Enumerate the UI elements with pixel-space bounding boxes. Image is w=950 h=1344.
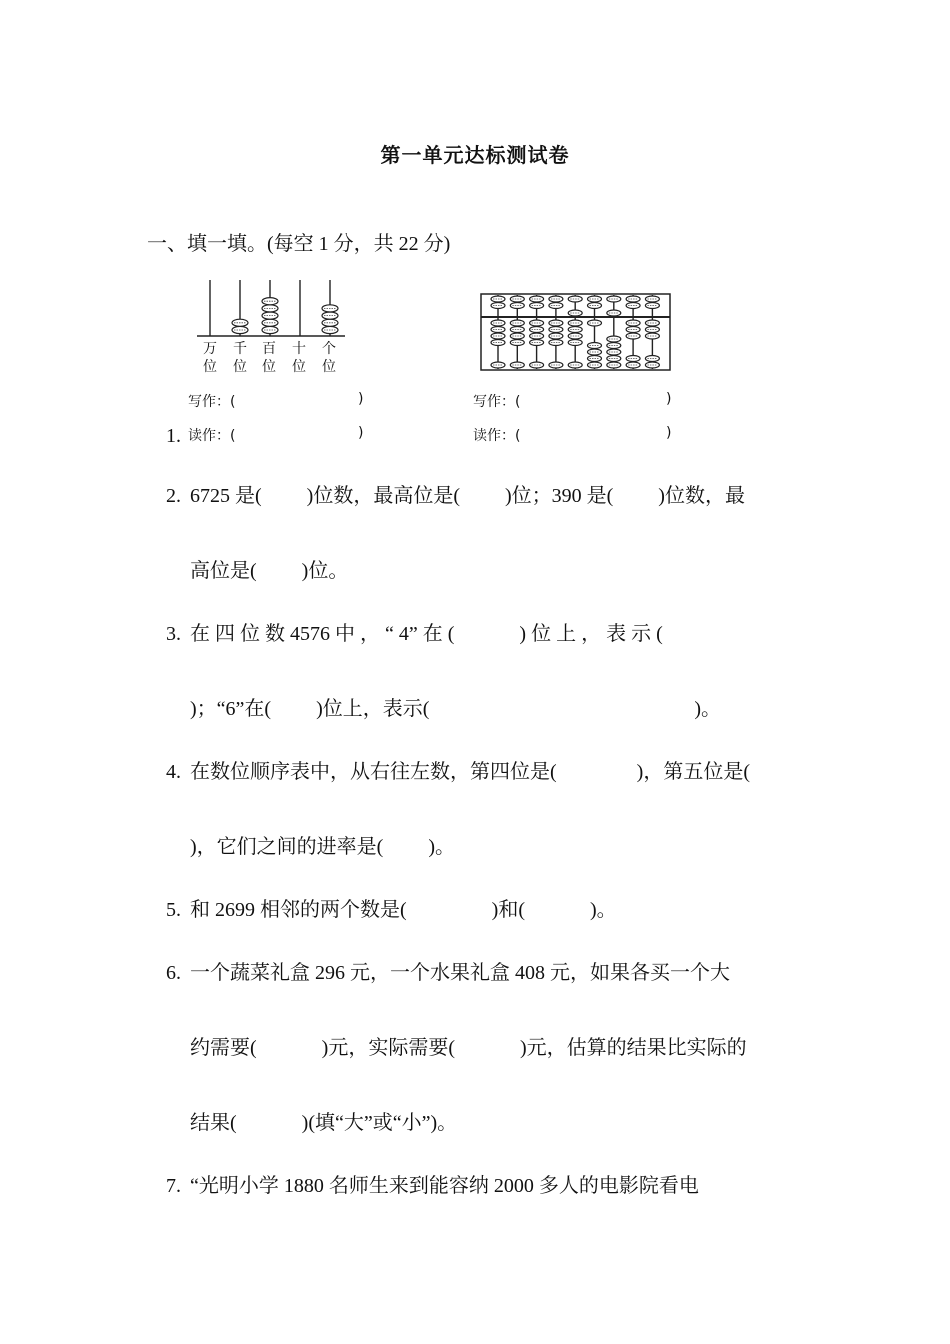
place-ge: 个 位 xyxy=(322,342,336,375)
q7-number: 7. xyxy=(166,1175,181,1197)
q6-line2: 约需要( )元，实际需要( )元，估算的结果比实际的 xyxy=(190,1037,747,1059)
q3-line1: 3. 在 四 位 数 4576 中 ， “ 4” 在 ( ) 位 上 ， 表 示 ( xyxy=(166,623,663,645)
left-abacus xyxy=(195,278,355,344)
write-close-left: ) xyxy=(358,391,364,407)
q4-line1: 4. 在数位顺序表中，从右往左数，第四位是( )，第五位是( xyxy=(166,761,750,783)
q5-line1: 5. 和 2699 相邻的两个数是( )和( )。 xyxy=(166,899,617,921)
q6-line3: 结果( )(填“大”或“小”)。 xyxy=(190,1112,458,1134)
read-close-right: ) xyxy=(666,425,672,441)
q5-number: 5. xyxy=(166,899,181,921)
q4-number: 4. xyxy=(166,761,181,783)
q2-line2: 高位是( )位。 xyxy=(190,560,349,582)
q6-line1: 6. 一个蔬菜礼盒 296 元，一个水果礼盒 408 元，如果各买一个大 xyxy=(166,962,730,984)
q3-line2: )；“6”在( )位上，表示( )。 xyxy=(190,698,722,720)
place-qian: 千 位 xyxy=(233,342,247,375)
read-label-left: 读作：( xyxy=(188,428,236,444)
section-heading: 一、填一填。(每空 1 分，共 22 分) xyxy=(147,233,451,255)
right-abacus xyxy=(480,293,672,373)
q2-line1: 2. 6725 是( )位数，最高位是( )位；390 是( )位数，最 xyxy=(166,485,745,507)
q6-number: 6. xyxy=(166,962,181,984)
place-wan: 万 位 xyxy=(203,342,217,375)
q1-number: 1. xyxy=(166,425,181,447)
read-label-right: 读作：( xyxy=(473,428,521,444)
write-label-right: 写作：( xyxy=(473,394,521,410)
place-bai: 百 位 xyxy=(262,342,276,375)
write-close-right: ) xyxy=(666,391,672,407)
place-shi: 十 位 xyxy=(292,342,306,375)
q4-line2: )，它们之间的进率是( )。 xyxy=(190,836,455,858)
q7-line1: 7. “光明小学 1880 名师生来到能容纳 2000 多人的电影院看电 xyxy=(166,1175,699,1197)
q3-number: 3. xyxy=(166,623,181,645)
write-label-left: 写作：( xyxy=(188,394,236,410)
page-title: 第一单元达标测试卷 xyxy=(380,145,570,167)
read-close-left: ) xyxy=(358,425,364,441)
q2-number: 2. xyxy=(166,485,181,507)
